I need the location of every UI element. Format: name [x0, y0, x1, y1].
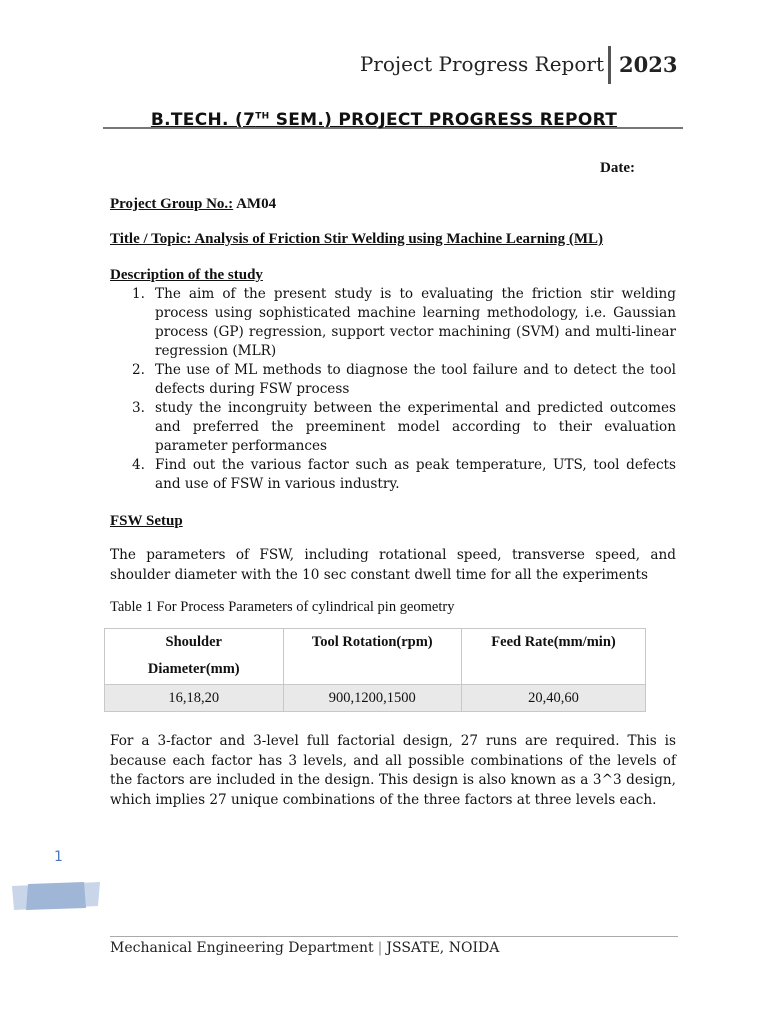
column-header-line: Diameter(mm) [147, 661, 240, 677]
footer-institute: JSSATE, NOIDA [386, 940, 500, 956]
column-header-tool-rotation: Tool Rotation(rpm) [283, 629, 462, 685]
list-item-text: study the incongruity between the experimental and predicted outcomes and preferred the preeminent model according to their evaluation parameter performances [155, 400, 676, 454]
parameters-table [104, 628, 646, 712]
footer-separator: | [377, 940, 383, 956]
list-item [110, 285, 676, 361]
list-item-number: 1. [132, 286, 145, 302]
column-header-line: Shoulder [165, 634, 222, 650]
table-header-row [105, 629, 646, 685]
header-separator [608, 46, 611, 84]
footer-department: Mechanical Engineering Department [110, 940, 374, 956]
header-title: Project Progress Report [359, 52, 604, 76]
date-label: Date: [600, 160, 635, 176]
page-number-shape [12, 882, 100, 910]
page-footer [110, 940, 499, 956]
design-paragraph: For a 3-factor and 3-level full factorial design, 27 runs are required. This is because each factor has 3 levels, and all possible combinations of the levels of the factors are included in the design. This design is also known as a 3^3 design, which implies 27 unique combinations of the three factors at three levels each. [110, 733, 676, 808]
list-item-number: 4. [132, 457, 145, 473]
column-header-feed-rate: Feed Rate(mm/min) [462, 629, 646, 685]
project-group-label: Project Group No.: [110, 196, 234, 212]
project-group [110, 196, 276, 213]
table-caption: Table 1 For Process Parameters of cylindrical pin geometry [110, 599, 455, 615]
table-cell: 900,1200,1500 [283, 685, 462, 712]
column-header-shoulder-diameter [105, 629, 284, 685]
table-cell: 16,18,20 [105, 685, 284, 712]
title-topic: Title / Topic: Analysis of Friction Stir Welding using Machine Learning (ML) [110, 231, 603, 247]
header-year: 2023 [619, 52, 678, 77]
list-item [110, 361, 676, 399]
document-title [0, 110, 768, 130]
list-item-text: The aim of the present study is to evaluating the friction stir welding process using sophisticated machine learning methodology, i.e. Gaussian process (GP) regression, support vector machining (SVM) and multi-linear regression (MLR) [155, 286, 676, 359]
document-title-suffix: SEM.) PROJECT PROGRESS REPORT [269, 110, 618, 130]
page-header [0, 44, 768, 88]
table-cell: 20,40,60 [462, 685, 646, 712]
project-group-value: AM04 [233, 196, 277, 212]
document-title-superscript: TH [255, 111, 270, 122]
list-item-number: 3. [132, 400, 145, 416]
list-item-text: Find out the various factor such as peak temperature, UTS, tool defects and use of FSW in various industry. [155, 457, 676, 492]
list-item-text: The use of ML methods to diagnose the tool failure and to detect the tool defects during FSW process [155, 362, 676, 397]
fsw-setup-paragraph: The parameters of FSW, including rotational speed, transverse speed, and shoulder diameter with the 10 sec constant dwell time for all the experiments [110, 547, 676, 583]
description-heading: Description of the study [110, 267, 263, 283]
list-item [110, 456, 676, 494]
list-item-number: 2. [132, 362, 145, 378]
table-row [105, 685, 646, 712]
list-item [110, 399, 676, 456]
fsw-setup-heading: FSW Setup [110, 513, 183, 529]
page-number: 1 [54, 849, 63, 865]
footer-rule [110, 936, 678, 937]
document-title-prefix: B.TECH. (7 [150, 110, 256, 130]
description-list [110, 285, 676, 494]
